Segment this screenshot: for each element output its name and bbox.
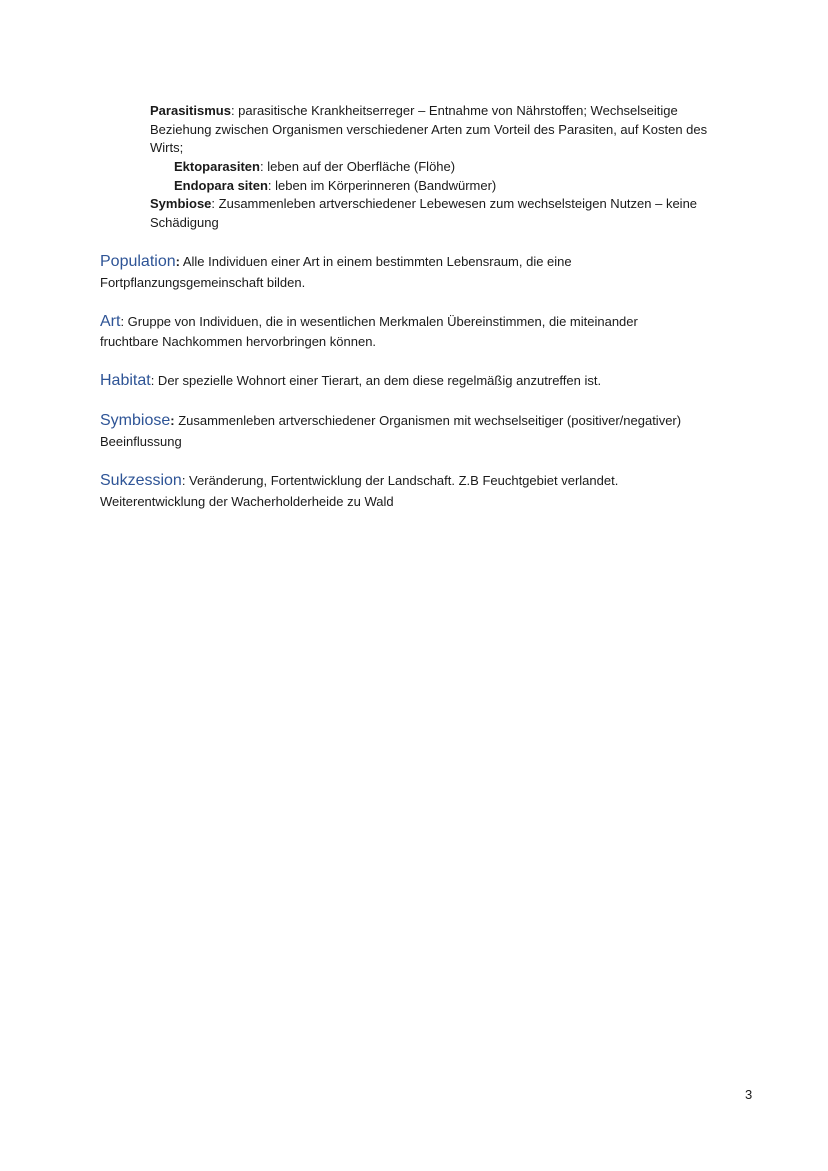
endoparasiten-text: : leben im Körperinneren (Bandwürmer) xyxy=(267,178,497,193)
endoparasiten-line xyxy=(174,176,496,195)
art-text-1: : Gruppe von Individuen, die in wesentlichen Merkmalen Übereinstimmen, die miteinander xyxy=(120,314,638,329)
ektoparasiten-text: : leben auf der Oberfläche (Flöhe) xyxy=(259,159,456,174)
parasitismus-line-1 xyxy=(150,101,678,120)
art-line-1 xyxy=(100,312,638,331)
symbiose-sub-term: Symbiose xyxy=(150,196,212,211)
symbiose-sub-line-1 xyxy=(150,194,697,213)
parasitismus-line-2: Beziehung zwischen Organismen verschiedener Arten zum Vorteil des Parasiten, auf Kosten des xyxy=(150,122,708,137)
population-text-1: Alle Individuen einer Art in einem bestimmten Lebensraum, die eine xyxy=(179,254,572,269)
parasitismus-text-1: : parasitische Krankheitserreger – Entnahme von Nährstoffen; Wechselseitige xyxy=(230,103,678,118)
population-term: Population xyxy=(100,253,176,270)
sukzession-term: Sukzession xyxy=(100,472,182,489)
parasitismus-term: Parasitismus xyxy=(150,103,231,118)
habitat-text-1: : Der spezielle Wohnort einer Tierart, an dem diese regelmäßig anzutreffen ist. xyxy=(150,373,602,388)
symbiose-text-1: Zusammenleben artverschiedener Organismen mit wechselseitiger (positiver/negativer) xyxy=(174,413,682,428)
symbiose-line-1 xyxy=(100,411,681,430)
art-term: Art xyxy=(100,313,121,330)
population-colon: : xyxy=(175,254,180,269)
art-line-2: fruchtbare Nachkommen hervorbringen können. xyxy=(100,334,377,349)
habitat-line-1 xyxy=(100,371,601,390)
endoparasiten-term: Endopara siten xyxy=(174,178,268,193)
symbiose-term: Symbiose xyxy=(100,412,171,429)
symbiose-sub-text-1: : Zusammenleben artverschiedener Lebewesen zum wechselsteigen Nutzen – keine xyxy=(211,196,698,211)
symbiose-line-2: Beeinflussung xyxy=(100,434,182,449)
habitat-term: Habitat xyxy=(100,372,151,389)
sukzession-text-1: : Veränderung, Fortentwicklung der Landschaft. Z.B Feuchtgebiet verlandet. xyxy=(181,473,619,488)
parasitismus-line-3: Wirts; xyxy=(150,140,184,155)
symbiose-colon: : xyxy=(170,413,175,428)
population-line-1 xyxy=(100,252,572,271)
symbiose-sub-line-2: Schädigung xyxy=(150,215,219,230)
sukzession-line-2: Weiterentwicklung der Wacherholderheide zu Wald xyxy=(100,494,394,509)
ektoparasiten-term: Ektoparasiten xyxy=(174,159,260,174)
ektoparasiten-line xyxy=(174,157,455,176)
page-number: 3 xyxy=(745,1087,753,1102)
sukzession-line-1 xyxy=(100,471,618,490)
population-line-2: Fortpflanzungsgemeinschaft bilden. xyxy=(100,275,306,290)
